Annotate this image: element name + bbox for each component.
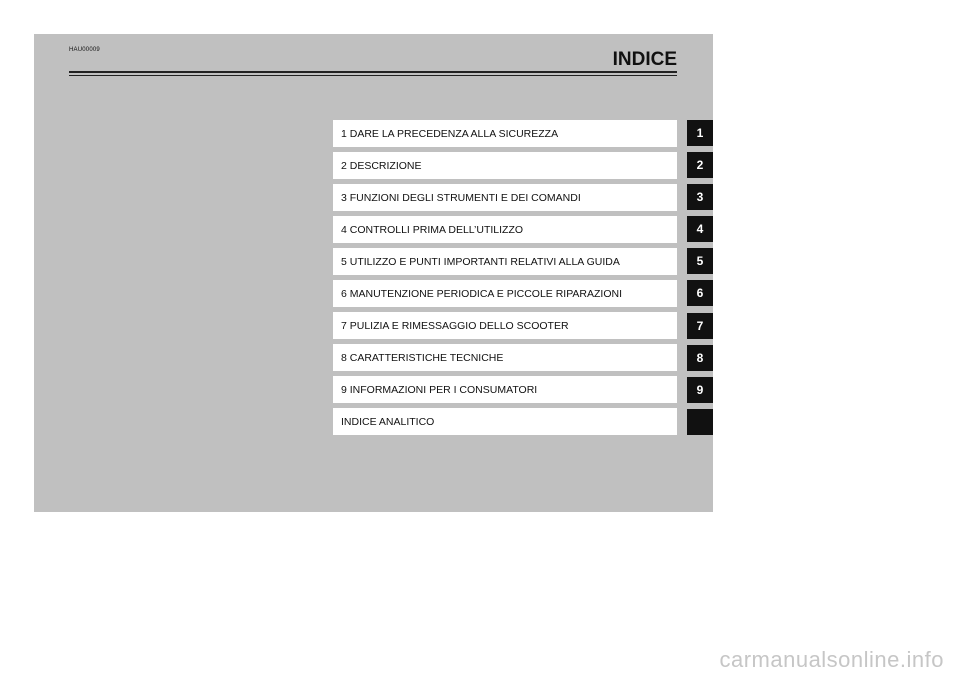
toc-item-9[interactable]: 9 INFORMAZIONI PER I CONSUMATORI	[333, 376, 677, 403]
chapter-tab-2[interactable]: 2	[687, 152, 713, 178]
chapter-tab-index[interactable]	[687, 409, 713, 435]
watermark-text: carmanualsonline.info	[719, 647, 944, 672]
chapter-tab-3[interactable]: 3	[687, 184, 713, 210]
toc-item-index[interactable]: INDICE ANALITICO	[333, 408, 677, 435]
chapter-tab-8[interactable]: 8	[687, 345, 713, 371]
toc-item-1[interactable]: 1 DARE LA PRECEDENZA ALLA SICUREZZA	[333, 120, 677, 147]
chapter-tab-5[interactable]: 5	[687, 248, 713, 274]
chapter-tab-9[interactable]: 9	[687, 377, 713, 403]
toc-item-4[interactable]: 4 CONTROLLI PRIMA DELL’UTILIZZO	[333, 216, 677, 243]
toc-item-2[interactable]: 2 DESCRIZIONE	[333, 152, 677, 179]
toc-item-8[interactable]: 8 CARATTERISTICHE TECNICHE	[333, 344, 677, 371]
table-of-contents	[333, 120, 677, 440]
manual-page	[34, 34, 713, 512]
chapter-tabs	[687, 120, 713, 441]
chapter-tab-1[interactable]: 1	[687, 120, 713, 146]
toc-item-6[interactable]: 6 MANUTENZIONE PERIODICA E PICCOLE RIPARAZIONI	[333, 280, 677, 307]
toc-item-7[interactable]: 7 PULIZIA E RIMESSAGGIO DELLO SCOOTER	[333, 312, 677, 339]
title-rule-thin	[69, 75, 677, 76]
page-title: INDICE	[612, 49, 677, 70]
toc-item-3[interactable]: 3 FUNZIONI DEGLI STRUMENTI E DEI COMANDI	[333, 184, 677, 211]
chapter-tab-6[interactable]: 6	[687, 280, 713, 306]
toc-item-5[interactable]: 5 UTILIZZO E PUNTI IMPORTANTI RELATIVI ALLA GUIDA	[333, 248, 677, 275]
chapter-tab-4[interactable]: 4	[687, 216, 713, 242]
document-code: HAU00009	[69, 47, 100, 53]
chapter-tab-7[interactable]: 7	[687, 313, 713, 339]
title-rule-thick	[69, 71, 677, 73]
